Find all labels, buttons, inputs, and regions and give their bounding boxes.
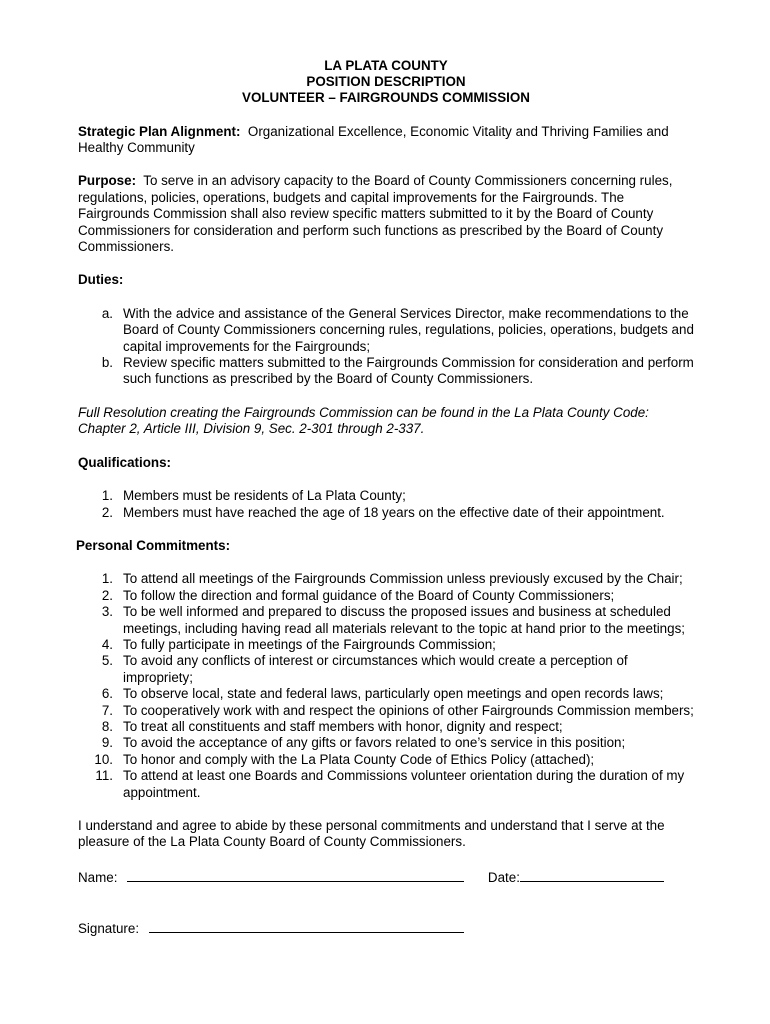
list-item: [78, 571, 694, 587]
list-item-text: To treat all constituents and staff members with honor, dignity and respect;: [123, 718, 563, 734]
title-position-description: POSITION DESCRIPTION: [306, 74, 466, 90]
list-item: [78, 355, 694, 388]
list-item: [78, 686, 694, 702]
strategic-plan-text: Organizational Excellence, Economic Vitality and Thriving Families and Healthy Community: [78, 123, 669, 156]
list-marker: 5.: [101, 653, 113, 669]
list-item: [78, 505, 694, 521]
commitments-list: [78, 571, 694, 801]
qualifications-list: [78, 488, 694, 521]
list-item-text: To attend all meetings of the Fairgrounds Commission unless previously excused by the Chair;: [123, 571, 683, 587]
date-field[interactable]: [520, 868, 664, 882]
list-item-text: To avoid any conflicts of interest or circumstances which would create a perception of impropriety;: [123, 653, 628, 685]
list-marker: 2.: [101, 504, 113, 520]
list-marker: a.: [101, 305, 113, 321]
list-marker: 7.: [101, 702, 113, 718]
list-item-text: Review specific matters submitted to the Fairgrounds Commission for consideration and perform such functions as prescribed by the Board of County Commissioners.: [123, 355, 694, 387]
list-item-text: To honor and comply with the La Plata County Code of Ethics Policy (attached);: [123, 751, 595, 767]
list-item: [78, 735, 694, 751]
list-marker: 1.: [101, 488, 113, 504]
list-item: [78, 488, 694, 504]
list-item-text: To be well informed and prepared to discuss the proposed issues and business at scheduled meetings, including having read all materials relevant to the topic at hand prior to the meetings;: [123, 604, 685, 636]
resolution-note: Full Resolution creating the Fairgrounds Commission can be found in the La Plata County Code: Chapter 2, Article III, Division 9, Sec. 2-301 through 2-337.: [78, 404, 649, 437]
name-field[interactable]: [127, 868, 464, 882]
name-date-row: [78, 868, 694, 886]
signature-row: [78, 919, 694, 937]
list-marker: 8.: [101, 718, 113, 734]
title-volunteer-commission: VOLUNTEER – FAIRGROUNDS COMMISSION: [242, 90, 530, 106]
list-item-text: Members must be residents of La Plata County;: [123, 488, 406, 504]
list-marker: 4.: [101, 636, 113, 652]
date-label: Date:: [487, 869, 520, 885]
name-label: Name:: [78, 869, 118, 885]
duties-heading: Duties:: [78, 272, 124, 288]
list-item-text: To fully participate in meetings of the Fairgrounds Commission;: [123, 636, 496, 652]
purpose-label: Purpose:: [78, 173, 137, 189]
document-page: [78, 58, 694, 938]
list-item-text: To cooperatively work with and respect the opinions of other Fairgrounds Commission members;: [123, 702, 694, 718]
list-item-text: With the advice and assistance of the General Services Director, make recommendations to the Board of County Commissioners concerning rules, regulations, policies, operations, budgets and capital improvements for the Fairgrounds;: [123, 305, 694, 354]
purpose-text: To serve in an advisory capacity to the Board of County Commissioners concerning rules, regulations, policies, operations, budgets and capital improvements for the Fairgrounds. The Fairgrounds Commission shall also review specific matters submitted to it by the Board of County Commissioners for consideration and perform such functions as prescribed by the Board of County Commissioners.: [78, 173, 673, 255]
list-marker: 3.: [101, 604, 113, 620]
duties-list: [78, 306, 694, 388]
list-item-text: To avoid the acceptance of any gifts or favors related to one’s service in this position;: [123, 735, 626, 751]
list-marker: 9.: [101, 735, 113, 751]
list-item-text: Members must have reached the age of 18 years on the effective date of their appointment.: [123, 504, 665, 520]
list-item: [78, 752, 694, 768]
list-item: [78, 719, 694, 735]
list-marker: 10.: [94, 751, 113, 767]
list-marker: 1.: [101, 571, 113, 587]
list-marker: b.: [101, 355, 113, 371]
signature-label: Signature:: [78, 921, 140, 937]
list-marker: 11.: [95, 768, 113, 784]
qualifications-heading: Qualifications:: [78, 454, 172, 470]
list-item: [78, 306, 694, 355]
list-item-text: To follow the direction and formal guidance of the Board of County Commissioners;: [123, 587, 615, 603]
purpose-section: [78, 173, 694, 255]
commitments-heading: Personal Commitments:: [76, 537, 231, 553]
list-item: [78, 588, 694, 604]
signature-field[interactable]: [149, 919, 464, 933]
strategic-plan-section: [78, 124, 694, 157]
title-county: LA PLATA COUNTY: [324, 58, 448, 73]
list-item: [78, 637, 694, 653]
agreement-statement: I understand and agree to abide by these personal commitments and understand that I serve at the pleasure of the La Plata County Board of County Commissioners.: [78, 818, 665, 850]
list-item-text: To attend at least one Boards and Commissions volunteer orientation during the duration of my appointment.: [123, 768, 685, 800]
list-item: [78, 604, 694, 637]
list-marker: 2.: [101, 587, 113, 603]
strategic-plan-label: Strategic Plan Alignment:: [78, 123, 241, 139]
document-title: [78, 58, 694, 107]
list-marker: 6.: [101, 686, 113, 702]
list-item: [78, 768, 694, 801]
list-item: [78, 653, 694, 686]
list-item: [78, 703, 694, 719]
list-item-text: To observe local, state and federal laws, particularly open meetings and open records laws;: [123, 686, 664, 702]
